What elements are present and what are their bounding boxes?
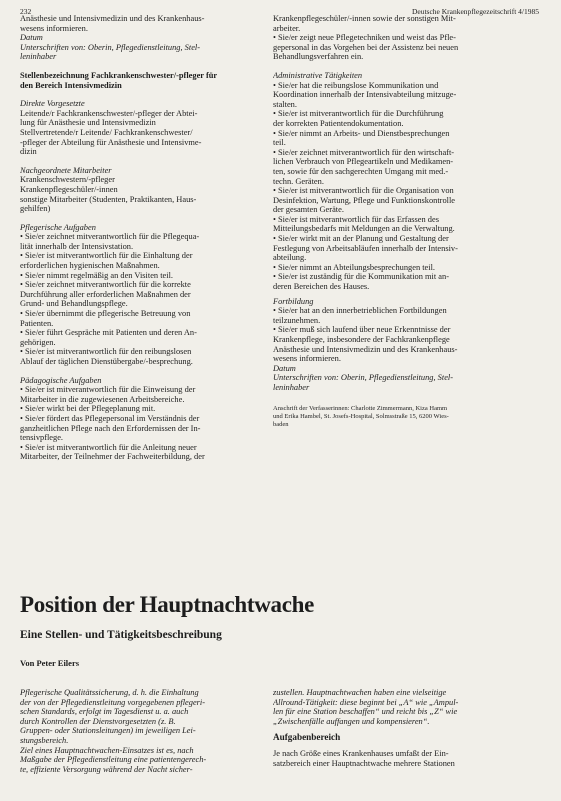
subsection-label: Nachgeordnete Mitarbeiter (20, 165, 112, 175)
text-line: • Sie/er zeichnet mitverantwortlich für den wirtschaft- (273, 147, 455, 157)
text-line: der von der Pflegedienstleitung vorgegebenen pflegeri- (20, 697, 206, 707)
text-line: wesens informieren. (273, 354, 341, 364)
text-line: wesens informieren. (20, 23, 88, 33)
signatures-line: leninhaber (273, 382, 310, 392)
footnote-line: Anschrift der Verfasserinnen: Charlotte Zimmermann, Kiza Hamm (273, 404, 448, 412)
text-line: lichen Verbrauch von Pflegeartikeln und Medikamen- (273, 157, 454, 167)
text-line: Krankenpflegeschüler/-innen sowie der sonstigen Mit- (273, 14, 456, 23)
subsection-label: Direkte Vorgesetzte (20, 99, 85, 109)
text-line: zustellen. Hauptnachtwachen haben eine vielseitige (273, 688, 447, 697)
authors-address-footnote (273, 405, 521, 429)
text-line: Patienten. (20, 318, 54, 328)
section-heading: den Bereich Intensivmedizin (20, 80, 122, 90)
text-line: ten, sowie für den sachgerechten Umgang mit med.- (273, 166, 449, 176)
text-line: stalten. (273, 99, 297, 109)
text-line: len für eine Station beschaffen“ und reicht bis „Z“ wie (273, 707, 458, 717)
text-line: lung für Anästhesie und Intensivmedizin (20, 118, 156, 128)
section-heading: Stellenbezeichnung Fachkrankenschwester/-pfleger für (20, 70, 218, 80)
text-line: abteilung. (273, 253, 307, 263)
footnote-line: baden (273, 420, 289, 428)
text-line: Krankenpflegeschüler/-innen (20, 184, 118, 194)
section-heading-aufgabenbereich: Aufgabenbereich (273, 732, 341, 743)
text-line: • Sie/er wirkt mit an der Planung und Gestaltung der (273, 234, 449, 244)
article-title: Position der Hauptnachtwache (20, 592, 315, 617)
text-line: arbeiter. (273, 23, 301, 33)
text-line: teilzunehmen. (273, 315, 321, 325)
text-line: Mitarbeiter in die zugewiesenen Arbeitsbereiche. (20, 394, 185, 404)
text-line: tensivpflege. (20, 433, 64, 443)
text-line: Behandlungsverfahren ein. (273, 52, 364, 62)
text-line: • Sie/er ist mitverantwortlich für das Erfassen des (273, 214, 439, 224)
text-line: Pflegerische Qualitätssicherung, d. h. die Einhaltung (20, 688, 199, 697)
text-line: • Sie/er ist mitverantwortlich für die Organisation von (273, 186, 454, 196)
text-line: sonstige Mitarbeiter (Studenten, Praktikanten, Haus- (20, 194, 197, 204)
text-line: • Sie/er zeigt neue Pflegetechniken und weist das Pfle- (273, 33, 456, 43)
text-line: Allround-Tätigkeit: diese beginnt bei „A“ wie „Ampul- (273, 697, 459, 707)
text-line: Krankenpflege, insbesondere der Fachkrankenpflege (273, 335, 450, 344)
subsection-label: Pflegerische Aufgaben (20, 222, 96, 232)
text-line: -pfleger der Abteilung für Anästhesie und Intensivme- (20, 137, 202, 147)
text-line: der gesamten Geräte. (273, 205, 344, 215)
right-column (273, 14, 521, 429)
text-line: Anästhesie und Intensivmedizin und des Krankenhaus- (20, 14, 205, 23)
text-line: stungsbereich. (20, 735, 69, 745)
text-line: Grund- und Behandlungspflege. (20, 299, 128, 309)
text-line: Maßgabe der Pflegedienstleitung eine patientengerech- (20, 755, 207, 765)
text-line: • Sie/er hat an den innerbetrieblichen Fortbildungen (273, 306, 447, 316)
text-line: • Sie/er zeichnet mitverantwortlich für die korrekte (20, 280, 191, 290)
text-line: • Sie/er führt Gespräche mit Patienten und deren An- (20, 328, 197, 338)
text-line: gepersonal in das Vorgehen bei der Assistenz bei neuen (273, 42, 459, 52)
text-line: • Sie/er zeichnet mitverantwortlich für die Pflegequa- (20, 232, 200, 242)
text-line: satzbereich einer Hauptnachtwache mehrere Stationen (273, 758, 455, 768)
article-subtitle: Eine Stellen- und Tätigkeitsbeschreibung (20, 629, 222, 641)
text-line: Ziel eines Hauptnachtwachen-Einsatzes ist es, nach (20, 745, 194, 755)
article-author: Von Peter Eilers (20, 658, 80, 668)
text-line: Desinfektion, Wartung, Pflege und Funktionskontrolle (273, 195, 456, 205)
signatures-line: Unterschriften von: Oberin, Pflegedienstleitung, Stel- (273, 373, 454, 383)
text-line: • Sie/er ist mitverantwortlich für die Einhaltung der (20, 251, 193, 261)
text-line: Mitarbeiter, der Teilnehmer der Fachweiterbildung, der (20, 452, 205, 462)
page-number: 232 (20, 7, 32, 16)
text-line: dizin (20, 147, 37, 157)
text-line: te, effiziente Versorgung während der Nacht sicher- (20, 764, 193, 774)
article-intro-left (20, 688, 268, 774)
text-line: durch Kontrollen der Dienstvorgesetzten (z. B. (20, 716, 176, 726)
text-line: teil. (273, 138, 286, 148)
text-line: • Sie/er ist mitverantwortlich für die Durchführung (273, 109, 444, 119)
text-line: Je nach Größe eines Krankenhauses umfaßt der Ein- (273, 748, 449, 758)
text-line: • Sie/er wirkt bei der Pflegeplanung mit. (20, 404, 156, 414)
footnote-line: und Erika Hambel, St. Josefs-Hospital, Solmsstraße 15, 6200 Wies- (273, 412, 449, 420)
text-line: Anästhesie und Intensivmedizin und des Krankenhaus- (273, 344, 458, 354)
text-line: • Sie/er ist mitverantwortlich für den reibungslosen (20, 347, 192, 357)
text-line: erforderlichen hygienischen Maßnahmen. (20, 261, 160, 271)
text-line: Gruppen- oder Stationsleitungen) im jeweiligen Lei- (20, 726, 196, 736)
text-line: • Sie/er ist zuständig für die Kommunikation mit an- (273, 272, 449, 282)
text-line: „Zwischenfälle auffangen und kompensieren“. (273, 716, 430, 726)
text-line: schen Standards, erfolgt im Tagesdienst u. a. auch (20, 707, 189, 717)
subsection-label: Administrative Tätigkeiten (273, 70, 363, 80)
text-line: Mitteilungsbedarfs mit Meldungen an die Verwaltung. (273, 224, 455, 234)
text-line: Leitende/r Fachkrankenschwester/-pfleger der Abtei- (20, 108, 198, 118)
text-line: lität innerhalb der Intensivstation. (20, 241, 134, 251)
text-line: gehörigen. (20, 337, 56, 347)
datum-label: Datum (273, 363, 296, 373)
text-line: Durchführung aller erforderlichen Maßnahmen der (20, 289, 191, 299)
subsection-label: Pädagogische Aufgaben (20, 375, 102, 385)
text-line: Festlegung von Arbeitsabläufen innerhalb der Intensiv- (273, 243, 458, 253)
left-column (20, 14, 268, 462)
text-line: • Sie/er ist mitverantwortlich für die Anleitung neuer (20, 442, 197, 452)
text-line: • Sie/er ist mitverantwortlich für die Einweisung der (20, 385, 196, 395)
text-line: Stellvertretende/r Leitende/ Fachkrankenschwester/ (20, 127, 193, 137)
text-line: Koordination innerhalb der Intensivabteilung mitzuge- (273, 90, 457, 100)
text-line: Krankenschwestern/-pfleger (20, 175, 115, 185)
subsection-label: Fortbildung (273, 296, 314, 306)
signatures-line: Unterschriften von: Oberin, Pflegedienstleitung, Stel- (20, 42, 201, 52)
text-line: • Sie/er übernimmt die pflegerische Betreuung von (20, 309, 191, 319)
text-line: gehilfen) (20, 204, 51, 214)
left-top-block (20, 14, 268, 33)
text-line: der korrekten Patientendokumentation. (273, 118, 404, 128)
text-line: • Sie/er nimmt an Abteilungsbesprechungen teil. (273, 262, 436, 272)
text-line: • Sie/er nimmt an Arbeits- und Dienstbesprechungen (273, 128, 450, 138)
text-line: • Sie/er nimmt regelmäßig an den Visiten teil. (20, 270, 173, 280)
datum-label: Datum (20, 33, 43, 43)
signatures-line: leninhaber (20, 52, 57, 62)
text-line: deren Bereichen des Hauses. (273, 282, 370, 292)
text-line: • Sie/er hat die reibungslose Kommunikation und (273, 80, 439, 90)
text-line: techn. Geräten. (273, 176, 324, 186)
text-line: ganzheitlichen Pflege nach den Erfordernissen der In- (20, 423, 201, 433)
text-line: Ablauf der täglichen Dienstübergabe/-besprechung. (20, 357, 193, 366)
text-line: • Sie/er fördert das Pflegepersonal im Verständnis der (20, 413, 200, 423)
text-line: • Sie/er muß sich laufend über neue Erkenntnisse der (273, 325, 451, 335)
article-intro-right (273, 688, 521, 768)
journal-name: Deutsche Krankenpflegezeitschrift 4/1985 (411, 7, 539, 16)
